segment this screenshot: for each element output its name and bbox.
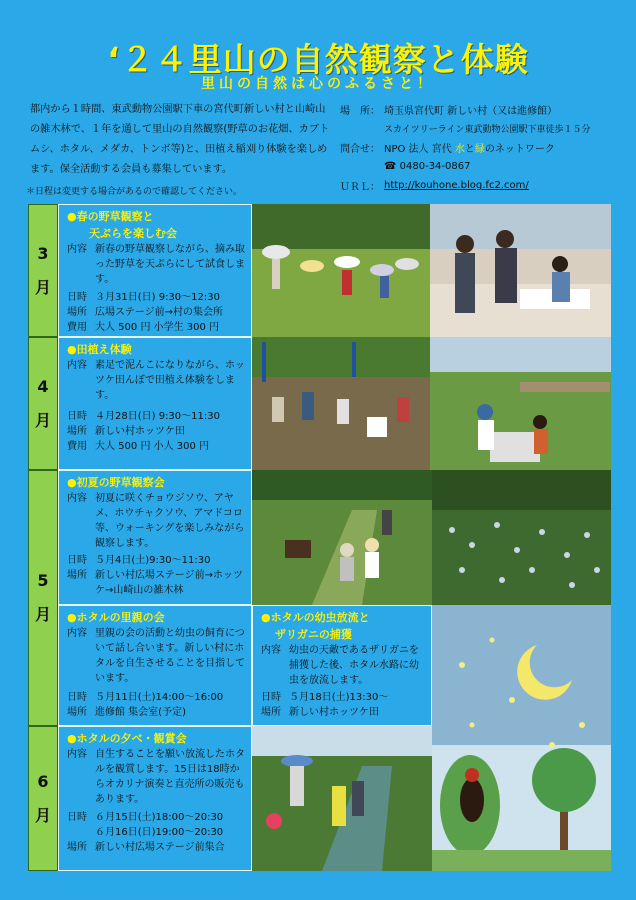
event-title: ●初夏の野草観察会 (67, 476, 165, 489)
schedule-note: ＊日程は変更する場合があるので確認してください。 (26, 187, 243, 197)
event-place: 場所 新しい村広場ステージ前→ホッツケ→山崎山の雑木林 (67, 570, 243, 596)
event-march (58, 204, 252, 337)
contact-mid: と (464, 144, 475, 155)
event-content: 内容 自生することを願い放流したホタルを観賞します。15日は18時からオカリナ演奏と直売所の販売もあります。 (67, 749, 245, 805)
contact-row (340, 138, 630, 157)
photo-kids-by-stream (430, 337, 611, 470)
photo-firefly-viewing-walk (252, 726, 432, 871)
month-suffix: 月 (34, 410, 51, 430)
month-suffix: 月 (34, 605, 51, 624)
photo-nature-walk (252, 470, 432, 605)
photo-spring-field-umbrellas (252, 204, 430, 337)
url-row (340, 176, 630, 195)
event-title-line2: ザリガニの捕獲 (275, 628, 352, 641)
page-subtitle: 里山の自然は心のふるさと！ (201, 76, 435, 92)
month-number: 5 (37, 571, 49, 590)
month-june (28, 726, 58, 871)
access-text: スカイツリーライン東武動物公園駅下車徒歩１５分 (384, 125, 591, 135)
photo-rice-planting (252, 337, 430, 470)
url-link[interactable]: http://kouhone.blog.fc2.com/ (384, 180, 529, 191)
event-april (58, 337, 252, 470)
event-title: ●ホタルの夕べ・観賞会 (67, 732, 187, 745)
event-place: 場所 新しい村ホッツケ田 (67, 426, 185, 437)
month-number: 4 (37, 376, 49, 396)
event-date: 日時 ５月11日(土)14:00～16:00 (67, 692, 224, 703)
event-place: 場所 新しい村広場ステージ前集合 (67, 842, 225, 853)
event-date: 日時 ５月4日(土)9:30～11:30 (67, 555, 211, 566)
event-title: ●田植え体験 (67, 343, 132, 356)
contact-water: 水 (454, 144, 465, 155)
event-date: 日時 ６月15日(土)18:00～20:30 (67, 812, 224, 823)
event-may-larvae-release (252, 605, 432, 726)
event-date: 日時 ５月18日(土)13:30～ (261, 692, 389, 703)
month-suffix: 月 (34, 805, 51, 825)
access-row (340, 119, 630, 138)
info-block (340, 100, 630, 195)
month-suffix: 月 (34, 277, 51, 297)
event-date-2: ６月16日(日)19:00～20:30 (95, 827, 224, 838)
phone-row (340, 157, 630, 176)
event-title: ●ホタルの幼虫放流と (261, 611, 370, 624)
event-place: 場所 新しい村ホッツケ田 (261, 707, 379, 718)
event-date: 日時 ３月31日(日) 9:30～12:30 (67, 292, 220, 303)
contact-org: NPO 法人 宮代 (384, 144, 455, 155)
phone-icon: ☎ (384, 161, 400, 172)
event-title: ●春の野草観察と (67, 210, 154, 223)
event-content: 内容 幼虫の天敵であるザリガニを捕獲した後、ホタル水路に幼虫を放流します。 (261, 645, 419, 686)
event-june (58, 726, 252, 871)
event-fee: 費用 大人 500 円 小人 300 円 (67, 441, 210, 452)
phone-number[interactable]: 0480-34-0867 (399, 161, 471, 172)
event-content: 内容 里親の会の活動と幼虫の飼育について話し合います。新しい村にホタルを自生させることを目指しています。 (67, 628, 245, 684)
event-content: 内容 初夏に咲くチョウジソウ、アヤメ、ホウチャクソウ、アマドコロ等、ウォーキングを楽しみながら観察します。 (67, 493, 245, 549)
photo-tempura-tasting (430, 204, 611, 337)
event-may-firefly-foster (58, 605, 252, 726)
event-title: ●ホタルの里親の会 (67, 611, 165, 624)
event-title-line2: 天ぷらを楽しむ会 (89, 227, 177, 240)
month-may (28, 470, 58, 726)
month-number: 6 (37, 771, 49, 791)
contact-end: のネットワーク (484, 144, 555, 155)
place-row (340, 100, 630, 119)
event-place: 場所 広場ステージ前→村の集会所 (67, 307, 223, 318)
place-label: 場 所： (340, 106, 380, 117)
phone-value (384, 161, 470, 172)
event-content: 内容 新春の野草観察しながら、摘み取った野草を天ぷらにして試食します。 (67, 244, 245, 285)
contact-value (384, 140, 555, 155)
event-content: 内容 素足で泥んこになりながら、ホッツケ田んぼで田植え体験をします。 (67, 360, 245, 401)
illustration-firefly-night (432, 605, 611, 871)
place-value: 埼玉県宮代町 新しい村（又は進修館） (384, 106, 558, 117)
month-number: 3 (37, 243, 49, 263)
month-april (28, 337, 58, 470)
event-may-wildflowers (58, 470, 252, 605)
url-label: ＵＲＬ： (340, 182, 380, 193)
event-fee: 費用 大人 500 円 小学生 300 円 (67, 322, 220, 333)
contact-label: 問合せ： (340, 144, 380, 155)
event-date: 日時 ４月28日(日) 9:30～11:30 (67, 411, 220, 422)
page-title: ‘２４里山の自然観察と体験 (107, 40, 529, 79)
contact-green: 緑 (474, 144, 485, 155)
photo-wildflower-meadow (432, 470, 611, 605)
intro-text: 都内から１時間、東武動物公園駅下車の宮代町新しい村と山崎山の雑木林で、１年を通して里山の自然観察(野草のお花畑、カブトムシ、ホタル、メダカ、トンボ等)と、田植え稲刈り体験を楽しめます。保全活動する会員も募集しています。 (30, 104, 330, 175)
month-march (28, 204, 58, 337)
event-place: 場所 進修館 集会室(予定) (67, 707, 186, 718)
